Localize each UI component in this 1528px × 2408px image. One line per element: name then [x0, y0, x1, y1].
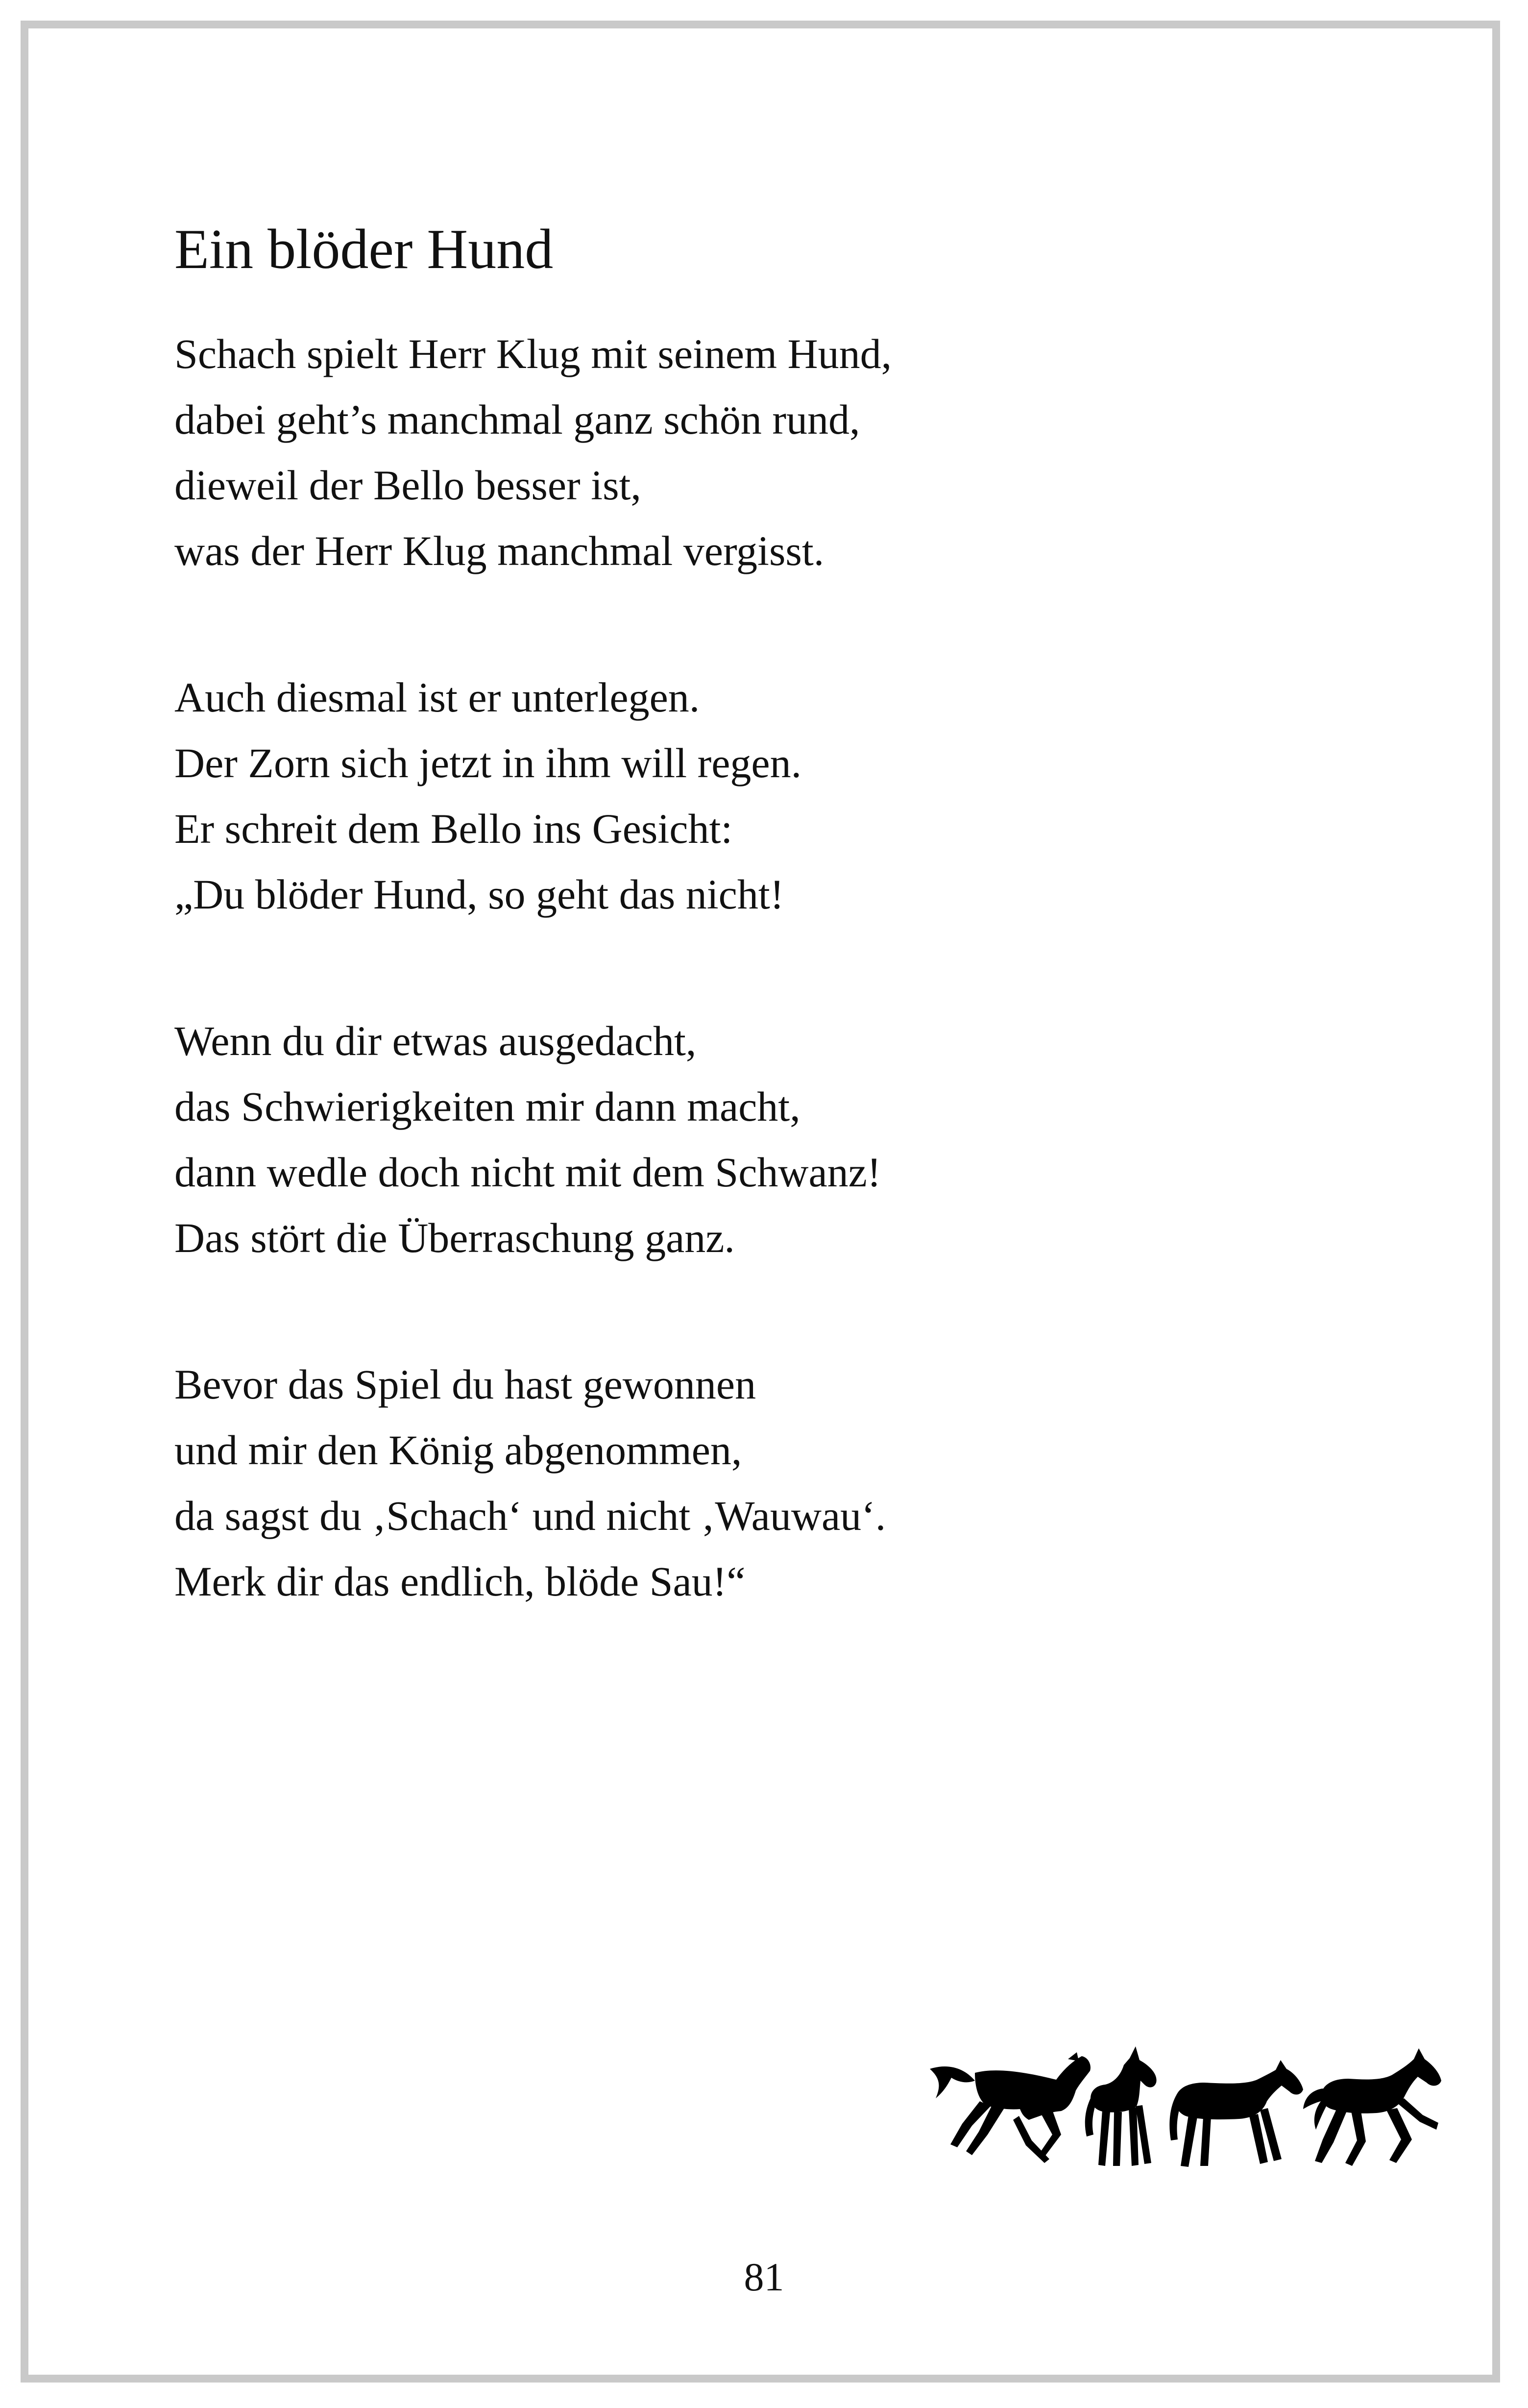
stanza-1: [174, 321, 1399, 584]
stanza-3: [174, 1008, 1399, 1271]
horse-silhouettes-icon: [921, 2043, 1470, 2181]
poem-line: „Du blöder Hund, so geht das nicht!: [174, 871, 784, 918]
poem-line: Bevor das Spiel du hast gewonnen: [174, 1361, 756, 1408]
poem-line: Er schreit dem Bello ins Gesicht:: [174, 805, 733, 852]
stanza-2: [174, 664, 1399, 927]
poem-line: dabei geht’s manchmal ganz schön rund,: [174, 396, 860, 443]
standing-foal-icon: [1085, 2046, 1157, 2166]
walking-horse-icon: [1169, 2060, 1303, 2167]
poem-line: und mir den König abgenommen,: [174, 1426, 742, 1474]
poem-line: Auch diesmal ist er unterlegen.: [174, 674, 700, 721]
stanza-4: [174, 1351, 1399, 1614]
poem-body: [174, 321, 1399, 1695]
poem-line: das Schwierigkeiten mir dann macht,: [174, 1083, 800, 1130]
poem-line: was der Herr Klug manchmal vergisst.: [174, 527, 825, 574]
page-number: 81: [744, 2255, 784, 2299]
poem-title: Ein blöder Hund: [174, 218, 554, 281]
poem-line: Schach spielt Herr Klug mit seinem Hund,: [174, 330, 892, 377]
galloping-horse-icon: [930, 2052, 1091, 2163]
poem-line: dann wedle doch nicht mit dem Schwanz!: [174, 1149, 881, 1196]
poem-line: Das stört die Überraschung ganz.: [174, 1214, 735, 1261]
poem-line: dieweil der Bello besser ist,: [174, 462, 641, 509]
poem-line: Der Zorn sich jetzt in ihm will regen.: [174, 739, 802, 786]
poem-line: Wenn du dir etwas ausgedacht,: [174, 1017, 697, 1064]
trotting-horse-icon: [1303, 2048, 1441, 2166]
poem-line: da sagst du ‚Schach‘ und nicht ‚Wauwau‘.: [174, 1492, 886, 1539]
poem-line: Merk dir das endlich, blöde Sau!“: [174, 1558, 746, 1605]
